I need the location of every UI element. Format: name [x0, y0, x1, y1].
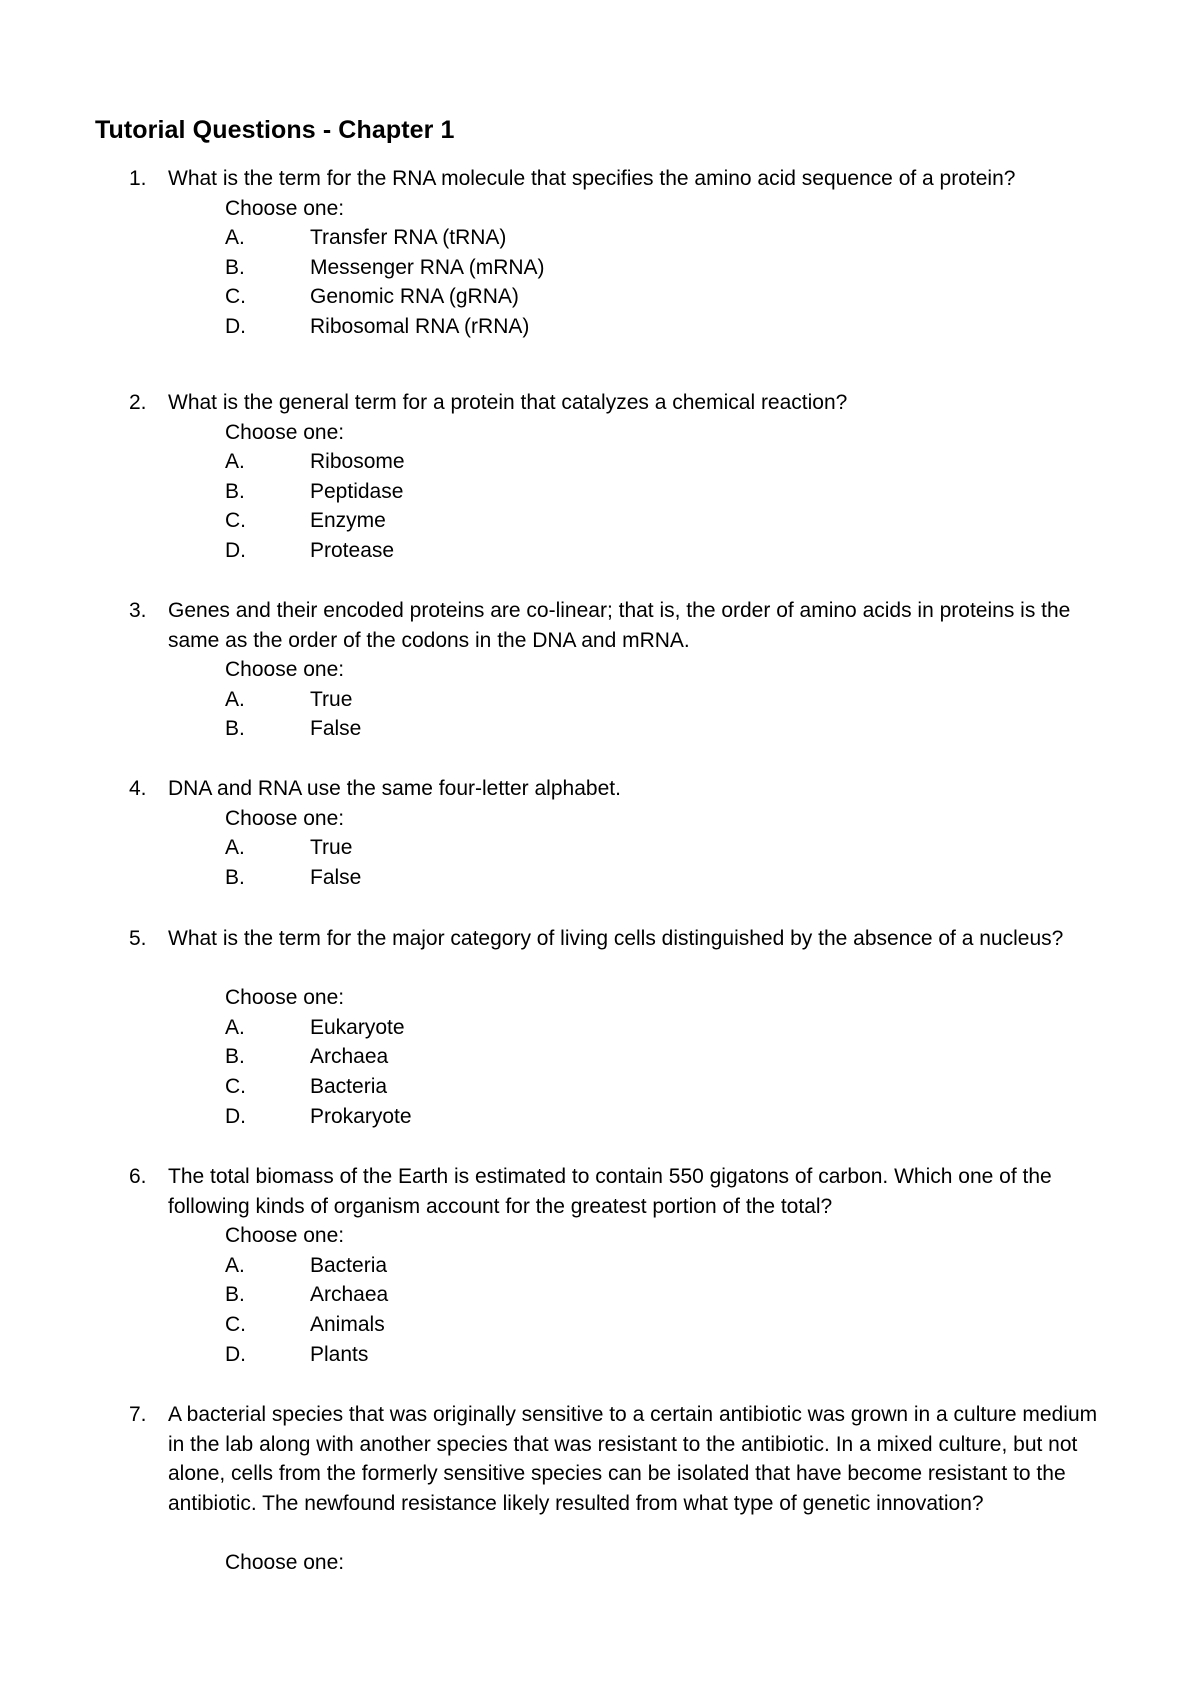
- choose-one-label: Choose one:: [225, 420, 345, 444]
- option-letter: C.: [225, 285, 246, 309]
- question-number: 7.: [129, 1403, 147, 1426]
- option-letter: A.: [225, 836, 245, 860]
- question-number: 3.: [129, 599, 147, 622]
- option-letter: D.: [225, 1342, 246, 1366]
- option-letter: C.: [225, 1075, 246, 1098]
- choose-one-label: Choose one:: [225, 658, 345, 682]
- option-text: Animals: [310, 1313, 385, 1336]
- option-letter: A.: [225, 1015, 245, 1039]
- option-letter: B.: [225, 255, 245, 279]
- option-text: Messenger RNA (mRNA): [310, 255, 545, 279]
- option-letter: B.: [225, 865, 245, 889]
- option-letter: A.: [225, 1253, 245, 1277]
- option-text: False: [310, 865, 362, 889]
- question-number: 6.: [129, 1165, 147, 1188]
- option-letter: A.: [225, 226, 245, 250]
- option-text: Ribosomal RNA (rRNA): [310, 315, 530, 338]
- choose-one-label: Choose one:: [225, 1551, 345, 1574]
- choose-one-label: Choose one:: [225, 806, 345, 830]
- question-text: What is the term for the RNA molecule that specifies the amino acid sequence of a protein?: [168, 167, 1016, 190]
- option-letter: B.: [225, 1045, 245, 1069]
- option-letter: A.: [225, 687, 245, 711]
- choose-one-label: Choose one:: [225, 196, 345, 220]
- question-number: 4.: [129, 777, 147, 800]
- option-text: Transfer RNA (tRNA): [310, 226, 507, 250]
- option-letter: B.: [225, 1283, 245, 1307]
- option-letter: C.: [225, 509, 246, 533]
- option-text: True: [310, 836, 353, 860]
- option-letter: D.: [225, 1104, 246, 1128]
- question-text: DNA and RNA use the same four-letter alphabet.: [168, 777, 621, 800]
- option-text: True: [310, 687, 353, 711]
- option-text: Protease: [310, 539, 395, 562]
- option-text: Ribosome: [310, 450, 405, 474]
- option-letter: B.: [225, 717, 245, 741]
- question-number: 2.: [129, 391, 147, 414]
- choose-one-label: Choose one:: [225, 986, 345, 1010]
- question-number: 5.: [129, 927, 147, 950]
- option-text: Bacteria: [310, 1075, 388, 1098]
- option-text: Bacteria: [310, 1253, 388, 1277]
- option-letter: C.: [225, 1313, 246, 1336]
- question-number: 1.: [129, 167, 147, 190]
- option-text: Genomic RNA (gRNA): [310, 285, 519, 309]
- option-text: Peptidase: [310, 479, 404, 503]
- option-text: Archaea: [310, 1045, 389, 1069]
- option-letter: D.: [225, 539, 246, 562]
- page-title: Tutorial Questions - Chapter 1: [95, 116, 455, 144]
- option-letter: A.: [225, 450, 245, 474]
- option-text: Archaea: [310, 1283, 389, 1307]
- question-text: A bacterial species that was originally sensitive to a certain antibiotic was grown in a culture medium in the lab along with another species that was resistant to the antibiotic. In a mixed culture, but not alone, cells from the formerly sensitive species can be isolated that have become resistant to the antibiotic. The newfound resistance likely resulted from what type of genetic innovation?: [168, 1403, 1098, 1515]
- question-text: The total biomass of the Earth is estimated to contain 550 gigatons of carbon. Which one of the following kinds of organism account for the greatest portion of the total?: [168, 1165, 1052, 1218]
- question-text: What is the general term for a protein that catalyzes a chemical reaction?: [168, 391, 848, 414]
- choose-one-label: Choose one:: [225, 1224, 345, 1248]
- option-text: Enzyme: [310, 509, 386, 533]
- option-letter: B.: [225, 479, 245, 503]
- question-text: What is the term for the major category of living cells distinguished by the absence of a nucleus?: [168, 927, 1064, 950]
- option-text: False: [310, 717, 362, 741]
- option-text: Plants: [310, 1342, 369, 1366]
- option-text: Eukaryote: [310, 1015, 405, 1039]
- option-letter: D.: [225, 315, 246, 338]
- option-text: Prokaryote: [310, 1104, 412, 1128]
- question-text: Genes and their encoded proteins are co-linear; that is, the order of amino acids in proteins is the same as the order of the codons in the DNA and mRNA.: [168, 599, 1071, 652]
